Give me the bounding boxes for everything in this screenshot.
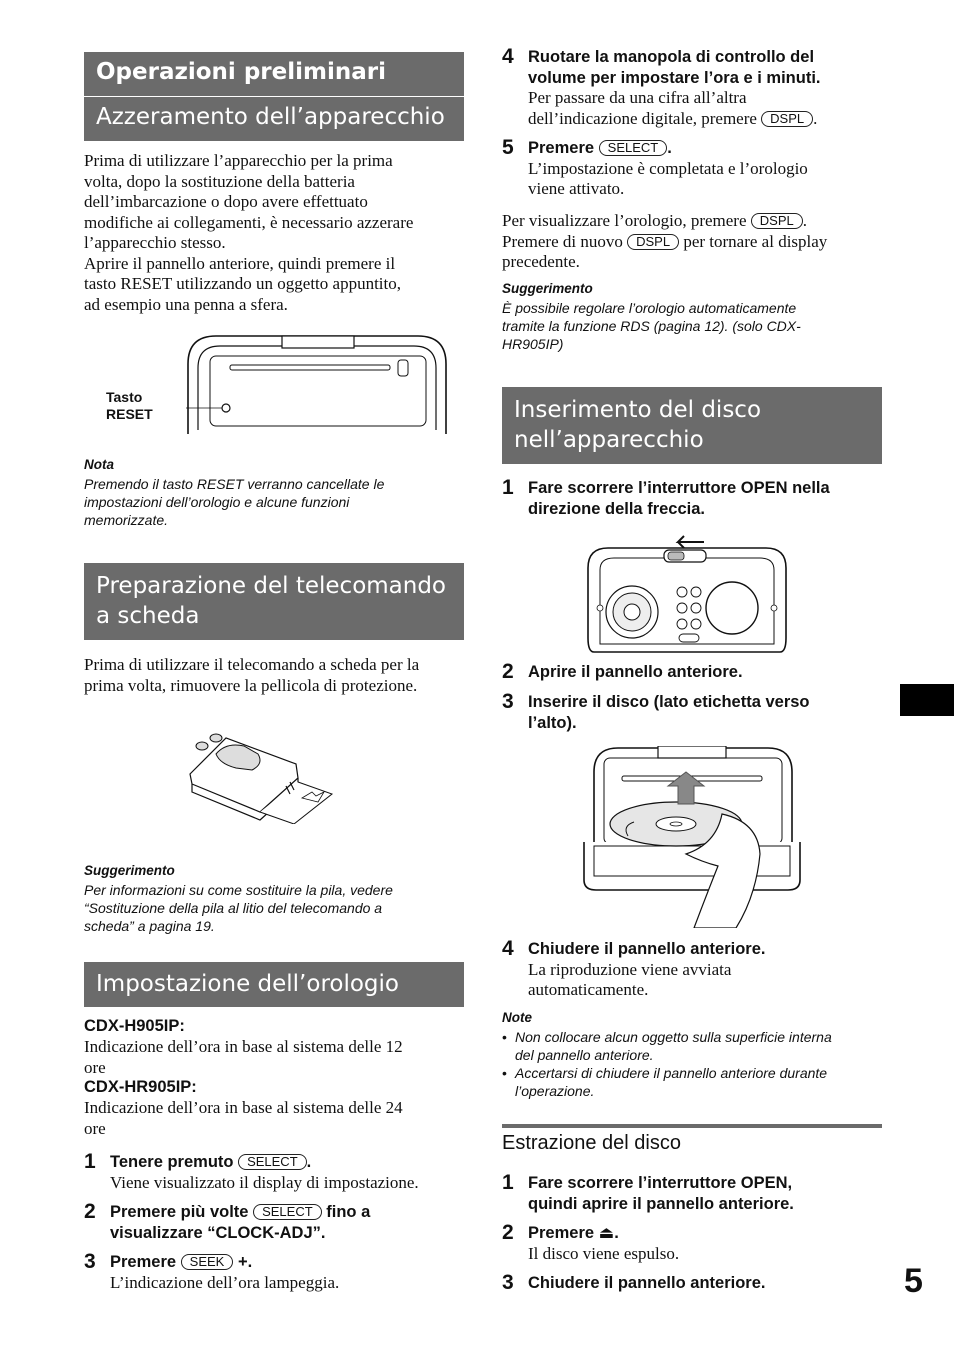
step-1 [84,1152,464,1193]
step-number: 4 [502,937,514,960]
step-detail: L’indicazione dell’ora lampeggia. [110,1272,340,1292]
tip-title: Suggerimento [502,281,593,296]
section-header-inserimento [502,387,882,464]
step-detail: Il disco viene espulso. [528,1243,680,1263]
nota-body [84,475,464,529]
page-number: 5 [904,1262,923,1300]
step-text: . [614,1224,619,1242]
reset-label [106,389,153,423]
section-header-azzeramento [84,97,464,141]
step-detail: viene attivato. [528,179,625,198]
tip-body [84,881,464,935]
text-line: . [802,211,807,230]
subhead-estrazione: Estrazione del disco [502,1132,681,1154]
step-text: Ruotare la manopola di controllo del [528,48,815,66]
remote-paragraph [84,655,464,696]
insert-step-1 [502,478,882,519]
text-line: per tornare al display [683,231,828,251]
step-text: Aprire il pannello anteriore. [528,663,743,681]
text-line: impostazioni dell’orologio e alcune funzioni [84,494,350,510]
insert-step-3 [502,692,882,733]
step-detail: . [813,108,818,128]
nota-title: Nota [84,457,114,472]
eject-icon: ⏏ [598,1223,615,1242]
header-title: Operazioni preliminari [96,59,386,85]
text-line: È possibile regolare l’orologio automaticamente [502,300,797,316]
step-text: Chiudere il pannello anteriore. [528,1274,766,1292]
model-text [84,1098,464,1139]
text-line: memorizzate. [84,512,169,528]
step-4-clock [502,47,882,129]
step-text: Premere [528,1224,595,1242]
step-text: +. [237,1253,253,1271]
dspl-key: DSPL [761,111,813,127]
eject-step-3 [502,1273,882,1294]
remote-illustration [186,724,338,824]
step-text: Premere [110,1253,177,1271]
step-text: quindi aprire il pannello anteriore. [528,1194,794,1213]
step-number: 1 [84,1150,96,1173]
text-line: Non collocare alcun oggetto sulla superficie interna [515,1029,832,1045]
step-detail: L’impostazione è completata e l’orologio [528,158,808,178]
step-text: direzione della freccia. [528,499,705,518]
note-body: • Non collocare alcun oggetto sulla superficie interna del pannello anteriore. • Accertarsi di chiudere il pannello anteriore durante l’operazione. [502,1028,882,1100]
tip-title: Suggerimento [84,863,175,878]
step-text: Inserire il disco (lato etichetta verso [528,693,810,711]
text-line: ad esempio una penna a sfera. [84,294,288,314]
text-line: scheda” a pagina 19. [84,918,215,934]
text-line: Premere di nuovo [502,231,623,251]
model-label: CDX-H905IP: [84,1017,185,1035]
insert-step-4 [502,939,882,1001]
text-line: Indicazione dell’ora in base al sistema delle 24 [84,1098,403,1117]
text-line: Prima di utilizzare il telecomando a scheda per la [84,655,420,674]
header-title: Inserimento del disco [514,397,762,423]
front-panel-illustration [586,528,788,654]
select-key: SELECT [253,1204,322,1220]
step-number: 5 [502,136,514,159]
text-line: “Sostituzione della pila al litio del telecomando a [84,900,383,916]
step-number: 4 [502,45,514,68]
text-line: Indicazione dell’ora in base al sistema delle 12 [84,1037,403,1056]
eject-step-1 [502,1173,882,1214]
step-number: 1 [502,476,514,499]
text-line: HR905IP) [502,336,564,352]
step-number: 1 [502,1171,514,1194]
step-number: 3 [502,1271,514,1294]
step-detail: dell’indicazione digitale, premere [528,108,757,128]
step-detail: La riproduzione viene avviata [528,959,732,979]
text-line: prima volta, rimuovere la pellicola di protezione. [84,675,418,695]
insert-step-2 [502,662,882,683]
step-text: visualizzare “CLOCK-ADJ”. [110,1223,326,1242]
select-key: SELECT [599,140,668,156]
step-detail: automaticamente. [528,980,649,999]
label-line: RESET [106,406,153,422]
text-line: ore [84,1118,106,1138]
step-text: Fare scorrere l’interruttore OPEN, [528,1174,793,1192]
text-line: del pannello anteriore. [515,1047,654,1063]
step-2 [84,1202,464,1243]
step-text: volume per impostare l’ora e i minuti. [528,68,821,87]
step-text: l’alto). [528,713,577,732]
header-title: Azzeramento dell’apparecchio [96,104,445,130]
text-line: precedente. [502,252,580,271]
step-text: Premere più volte [110,1203,249,1221]
step-5-clock [502,138,882,200]
step-number: 2 [502,660,514,683]
step-number: 3 [502,690,514,713]
text-line: dell’imbarcazione o dopo avere effettuato [84,192,368,211]
step-text: Tenere premuto [110,1153,234,1171]
step-3 [84,1252,464,1293]
text-line: volta, dopo la sostituzione della batteria [84,171,355,191]
step-number: 2 [84,1200,96,1223]
step-text: . [667,139,672,157]
header-title: Preparazione del telecomando [96,573,447,599]
text-line: Aprire il pannello anteriore, quindi premere il [84,253,396,273]
text-line: Premendo il tasto RESET verranno cancellate le [84,476,385,492]
step-detail: Per passare da una cifra all’altra [528,88,747,107]
step-text: Fare scorrere l’interruttore OPEN nella [528,479,830,497]
disc-insertion-illustration [582,746,802,928]
step-detail: Viene visualizzato il display di impostazione. [110,1172,419,1192]
section-header-telecomando [84,563,464,640]
eject-step-2 [502,1223,882,1264]
select-key: SELECT [238,1154,307,1170]
text-line: ore [84,1057,106,1077]
step-text: Chiudere il pannello anteriore. [528,940,766,958]
step-text: fino a [326,1203,371,1221]
step-text: . [306,1153,312,1171]
text-line: tramite la funzione RDS (pagina 12). (solo CDX- [502,318,801,334]
step-text: Premere [528,139,595,157]
header-title: a scheda [96,603,200,629]
thumb-tab [900,684,954,716]
model-label: CDX-HR905IP: [84,1078,197,1096]
text-line: Prima di utilizzare l’apparecchio per la prima [84,151,393,170]
label-line: Tasto [106,389,143,405]
model-text [84,1037,464,1078]
step-number: 2 [502,1221,514,1244]
text-line: Per visualizzare l’orologio, premere [502,211,747,230]
text-line: Per informazioni su come sostituire la pila, vedere [84,882,393,898]
text-line: modifiche ai collegamenti, è necessario azzerare [84,212,414,232]
reset-illustration [186,334,448,438]
header-title: Impostazione dell’orologio [96,971,399,997]
reset-paragraph [84,151,464,315]
seek-key: SEEK [181,1254,234,1270]
step-number: 3 [84,1250,96,1273]
section-header-orologio [84,962,464,1007]
section-header-operazioni [84,52,464,96]
note-title: Note [502,1010,532,1025]
text-line: l’apparecchio stesso. [84,233,226,252]
text-line: Accertarsi di chiudere il pannello anteriore durante [515,1065,828,1081]
display-paragraph [502,211,882,273]
section-rule [502,1124,882,1128]
text-line: l’operazione. [515,1083,595,1099]
text-line: tasto RESET utilizzando un oggetto appuntito, [84,274,401,293]
dspl-key: DSPL [627,234,679,250]
tip-body [502,299,882,353]
header-title: nell’apparecchio [514,427,704,453]
dspl-key: DSPL [751,213,803,229]
